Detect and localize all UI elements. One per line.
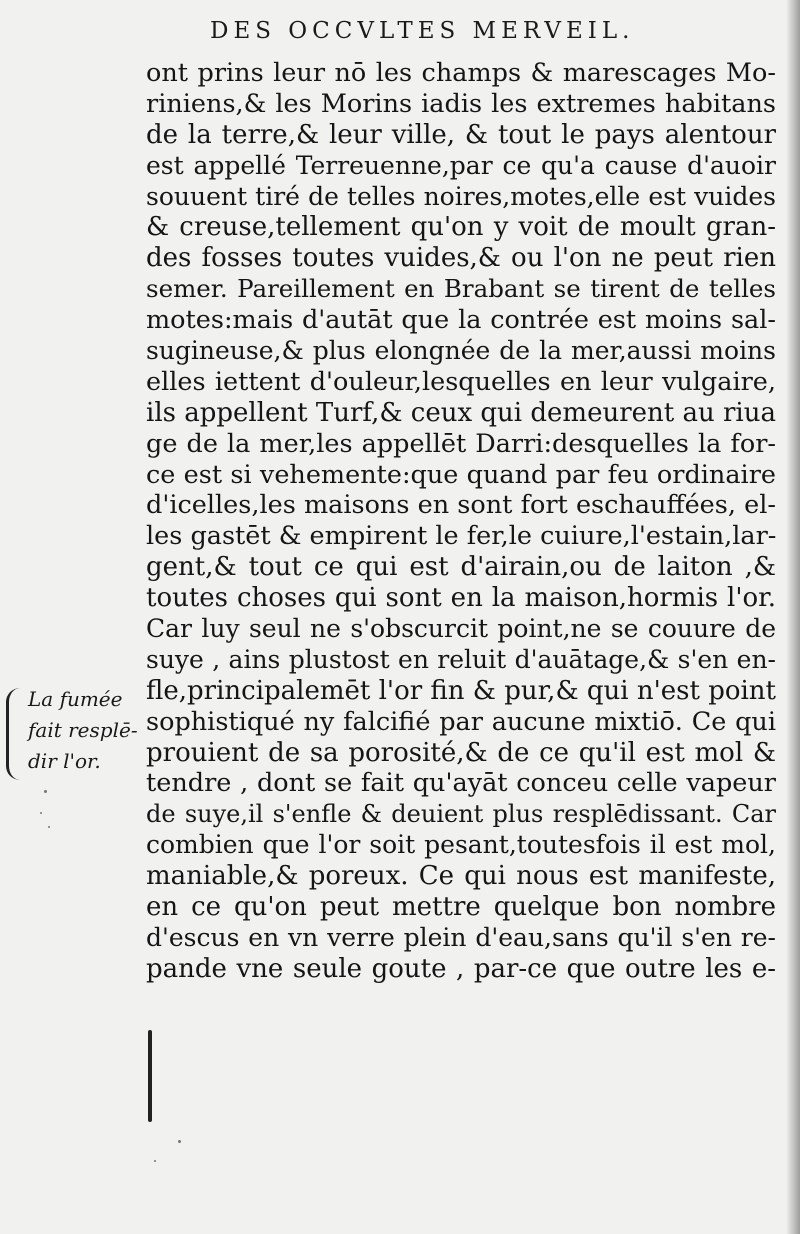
paper-speck (154, 1160, 156, 1162)
paper-speck (48, 826, 50, 828)
text-line: ce est si vehemente:que quand par feu ordinaire (146, 459, 776, 490)
margin-note-line: dir l'or. (28, 749, 101, 773)
text-line: & creuse,tellement qu'on y voit de moult gran- (146, 212, 776, 243)
margin-note-line: fait resplē- (28, 718, 138, 742)
text-line: ont prins leur nō les champs & marescages Mo- (146, 58, 776, 88)
text-line: de la terre,& leur ville, & tout le pays alentour (146, 119, 776, 150)
text-line: des fosses toutes vuides,& ou l'on ne peut rien (146, 243, 776, 274)
page-gutter-shadow (786, 0, 800, 1234)
paper-speck (178, 1140, 181, 1143)
paper-speck (44, 790, 47, 793)
margin-note-line: La fumée (28, 687, 123, 711)
text-line: fle,principalemēt l'or fin & pur,& qui n'est point (146, 675, 776, 706)
text-line: semer. Pareillement en Brabant se tirent de telles (146, 274, 776, 304)
text-line: riniens,& les Morins iadis les extremes habitans (146, 88, 776, 119)
text-line: est appellé Terreuenne,par ce qu'a cause d'auoir (146, 150, 776, 180)
text-line: sugineuse,& plus elongnée de la mer,aussi moins (146, 336, 776, 366)
text-line: suye , ains plustost en reluit d'auātage,& s'en en- (146, 644, 776, 674)
paper-speck (40, 812, 42, 814)
text-line: Car luy seul ne s'obscurcit point,ne se couure de (146, 614, 776, 644)
text-line: pande vne seule goute , par-ce que outre les e- (146, 953, 776, 984)
text-line: gent,& tout ce qui est d'airain,ou de laiton ,& (146, 552, 776, 583)
text-line: ils appellent Turf,& ceux qui demeurent au riua (146, 397, 776, 428)
text-line: souuent tiré de telles noires,motes,elle est vuides (146, 181, 776, 211)
text-line: en ce qu'on peut mettre quelque bon nombre (146, 892, 776, 923)
text-line: toutes choses qui sont en la maison,hormis l'or. (146, 583, 776, 614)
text-line: d'icelles,les maisons en sont fort eschauffées, el- (146, 490, 776, 521)
text-line: combien que l'or soit pesant,toutesfois il est mol, (146, 830, 776, 860)
text-line: elles iettent d'ouleur,lesquelles en leur vulgaire, (146, 366, 776, 397)
text-line: maniable,& poreux. Ce qui nous est manifeste, (146, 861, 776, 892)
ink-bracket-mark (148, 1030, 152, 1122)
marginal-bracket (6, 688, 23, 780)
text-line: prouient de sa porosité,& de ce qu'il est mol & (146, 737, 776, 768)
text-line: tendre , dont se fait qu'ayāt conceu celle vapeur (146, 768, 776, 799)
text-line: de suye,il s'enfle & deuient plus resplēdissant. Car (146, 800, 776, 829)
text-line: d'escus en vn verre plein d'eau,sans qu'il s'en re- (146, 922, 776, 952)
text-line: sophistiqué ny falcifié par aucune mixtiō. Ce qui (146, 706, 776, 737)
running-head: DES OCCVLTES MERVEIL. (210, 18, 635, 44)
text-line: ge de la mer,les appellēt Darri:desquelles la for- (146, 428, 776, 459)
text-line: motes:mais d'autāt que la contrée est moins sal- (146, 305, 776, 336)
text-line: les gastēt & empirent le fer,le cuiure,l'estain,lar- (146, 521, 776, 552)
body-text (146, 58, 776, 985)
margin-note (28, 684, 148, 777)
